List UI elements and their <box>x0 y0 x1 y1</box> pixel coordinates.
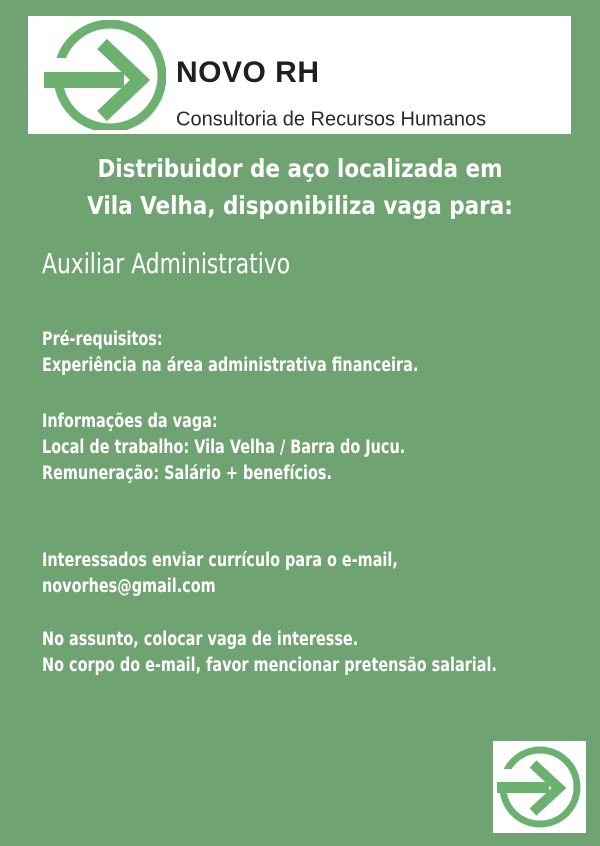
contact-email: novorhes@gmail.com <box>42 576 216 597</box>
requirements-text: Experiência na área administrativa financeira. <box>42 355 419 376</box>
corner-logo <box>493 741 586 833</box>
headline-line-2: Vila Velha, disponibiliza vaga para: <box>87 191 513 220</box>
brand-header <box>28 16 571 134</box>
job-title: Auxiliar Administrativo <box>42 247 291 280</box>
apply-section <box>42 548 541 600</box>
job-location: Local de trabalho: Vila Velha / Barra do Jucu. <box>42 437 406 458</box>
note-salary: No corpo do e-mail, favor mencionar pretensão salarial. <box>42 655 497 676</box>
job-info-heading: Informações da vaga: <box>42 411 218 432</box>
brand-tagline: Consultoria de Recursos Humanos <box>176 108 487 131</box>
arrow-circle-icon <box>44 20 166 130</box>
requirements-heading: Pré-requisitos: <box>42 329 163 350</box>
requirements-section <box>42 327 541 379</box>
brand-name: NOVO RH <box>176 56 320 89</box>
notes-section <box>42 627 541 679</box>
arrow-circle-icon <box>493 741 586 833</box>
job-info-section <box>42 409 541 487</box>
note-subject: No assunto, colocar vaga de interesse. <box>42 629 359 650</box>
headline-line-1: Distribuidor de aço localizada em <box>97 154 503 183</box>
job-pay: Remuneração: Salário + benefícios. <box>42 463 332 484</box>
apply-instructions: Interessados enviar currículo para o e-mail, <box>42 550 398 571</box>
headline <box>68 150 532 224</box>
